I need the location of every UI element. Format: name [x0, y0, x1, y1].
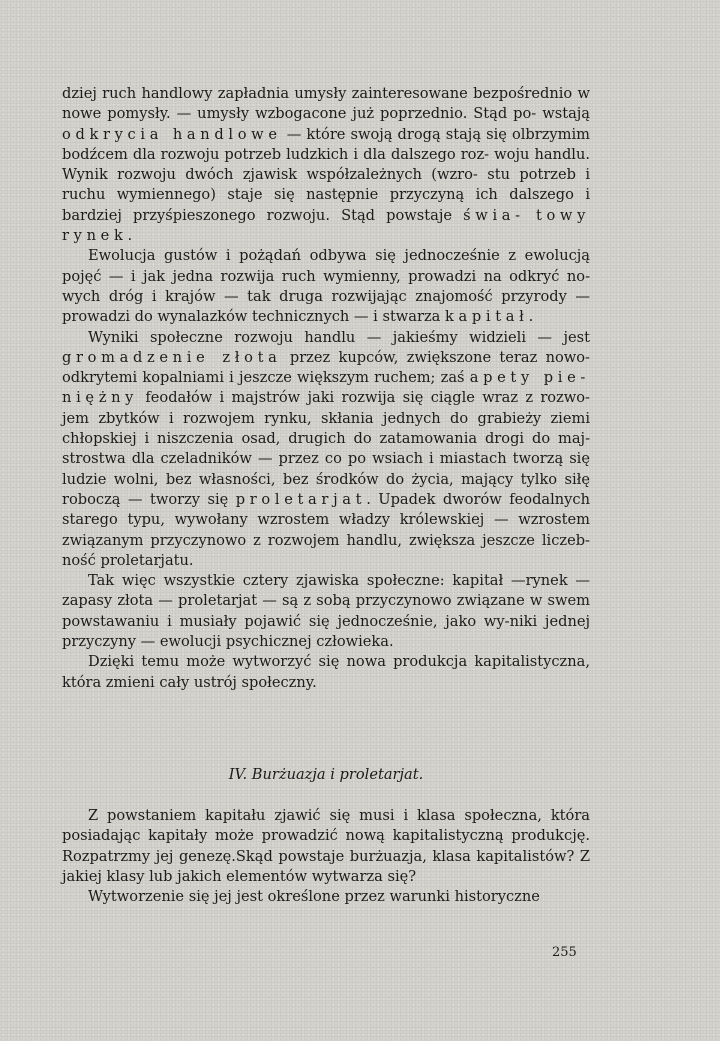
text: . [528, 308, 534, 326]
section-heading: IV. Burżuazja i proletarjat. [228, 766, 424, 783]
line: dalszego i bardziej przyśpieszonego rozwoju. Stąd powstaje [62, 186, 590, 224]
paragraph-1 [62, 84, 590, 246]
paragraph-6: Z powstaniem kapitału zjawić się musi i klasa społeczna, która posiadając kapitały może prowadzić nową kapitalistyczną produkcję. Rozpatrzmy jej genezę.Skąd powstaje burżuazja, klasa kapitalistów? Z jakiej klasy lub jakich elementów wytwarza się? [62, 807, 590, 885]
page-number: 255 [552, 945, 577, 960]
line: olbrzymim bodźcem dla rozwoju potrzeb ludzkich i dla dalszego roz- [62, 125, 590, 163]
line: . [127, 227, 133, 245]
spaced-term: apety pie-niężny [62, 369, 590, 407]
line: — które swoją drogą stają się [281, 125, 507, 143]
paragraph-3 [62, 328, 590, 572]
spaced-term: świa- [463, 206, 525, 224]
line: stu potrzeb i ruchu wymiennego) staje się następnie przyczyną ich [62, 166, 590, 204]
paragraph-4: Tak więc wszystkie cztery zjawiska społeczne: kapitał —rynek — zapasy złota — proletarjat — są z sobą przyczynowo związane w swem powstawaniu i musiały pojawić się jednocześnie, jako wy-niki jednej przyczyny — ewolucji psychicznej człowieka. [62, 572, 590, 651]
text: Wyniki społeczne rozwoju handlu — jakieśmy widzieli — jest [88, 328, 590, 346]
spaced-term: kapitał [445, 308, 529, 326]
paragraph-7: Wytworzenie się jej jest określone przez warunki historyczne [88, 888, 540, 906]
body-text [62, 84, 590, 693]
text: przez kupców, zwiększone teraz nowo-odkrytemi kopalniami i jeszcze większym ruchem; zaś [62, 348, 590, 387]
spaced-term: towy rynek [62, 206, 591, 245]
line: dziej ruch handlowy zapładnia umysły zainteresowane bezpośrednio [62, 85, 573, 102]
text: Ewolucja gustów i pożądań odbywa się jednocześnie z ewolucją pojęć — i jak jedna rozwija ruch wymienny, prowadzi na odkryć no-wych dróg i krajów — tak druga rozwijając znajomość przyrody — prowadzi do wynalazków technicznych — i stwarza [62, 247, 590, 326]
spaced-term: gromadzenie złota [62, 348, 282, 366]
paragraph-5: Dzięki temu może wytworzyć się nowa produkcja kapitalistyczna, która zmieni cały ustrój społeczny. [62, 653, 590, 691]
section-body [62, 806, 590, 907]
spaced-term: proletarjat [235, 490, 367, 508]
text: feodałów i majstrów jaki rozwija się ciągle wraz z rozwo-jem zbytków i rozwojem rynku, skłania jednych do grabieży ziemi chłopskiej i niszczenia osad, drugich do zatamowania drogi do maj-strostwa dla czeladników — przez co po wsiach i miastach tworzą się ludzie wolni, bez własności, bez środków do życia, mający tylko siłę roboczą — tworzy się [62, 389, 590, 508]
spaced-term: odkrycia handlowe [62, 125, 282, 143]
text: . Upadek dworów feodalnych starego typu, wywołany wzrostem władzy królewskiej — wzrostem związanym przyczynowo z rozwojem handlu, zwiększa jeszcze liczeb-ność proletarjatu. [62, 490, 591, 569]
line: woju handlu. Wynik rozwoju dwóch zjawisk współzależnych (wzro- [62, 145, 591, 184]
line: w nowe pomysły. — umysły wzbogacone już poprzednio. Stąd po- [62, 85, 590, 123]
paragraph-2 [62, 246, 590, 327]
line: wstają [542, 105, 590, 123]
